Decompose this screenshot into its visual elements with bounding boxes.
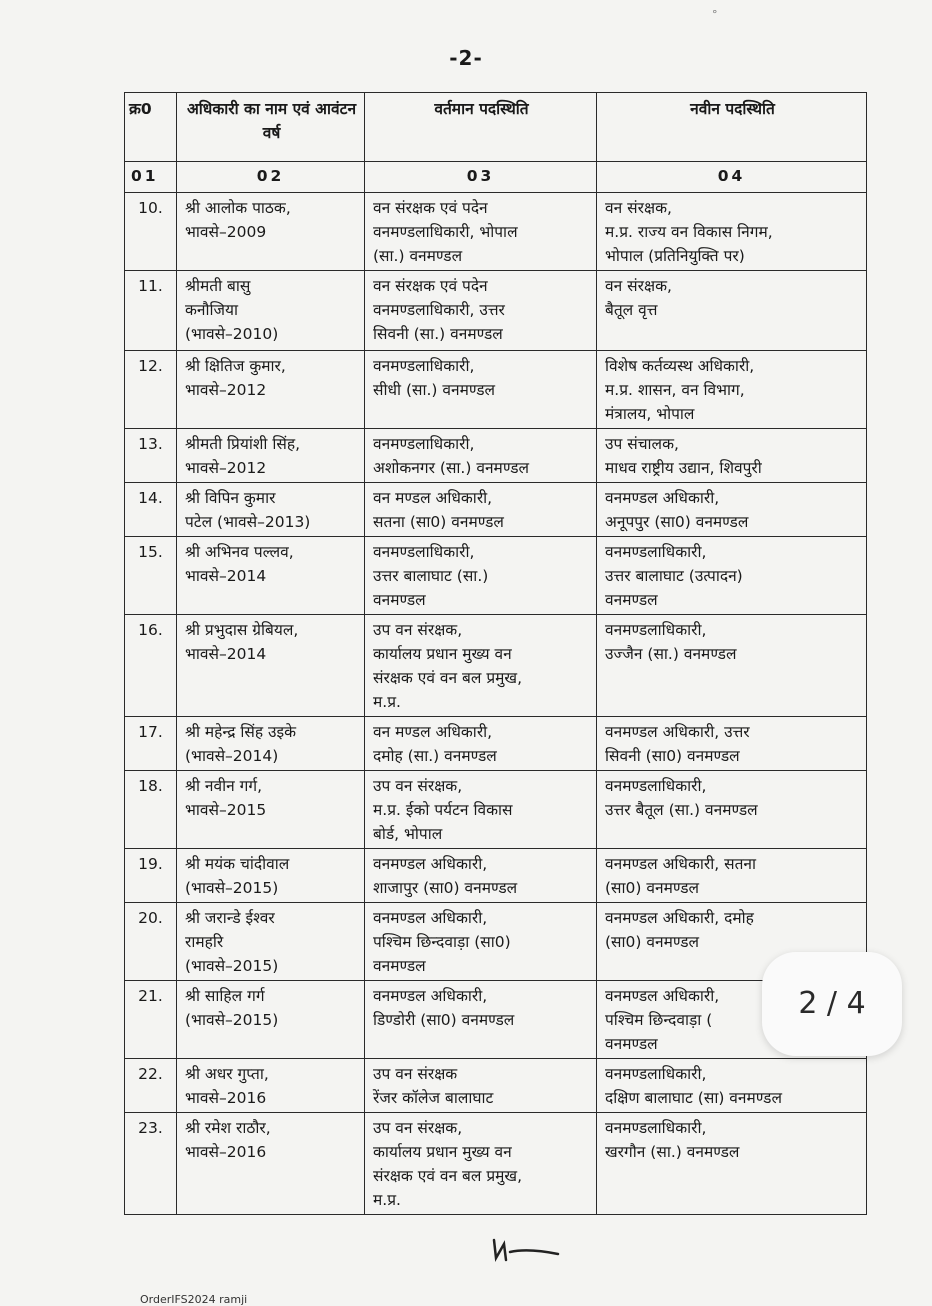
cell-line: (भावसे–2015)	[185, 879, 279, 897]
cell-line: भावसे–2009	[185, 223, 267, 241]
cell-line: भावसे–2015	[185, 801, 267, 819]
cell-line: वनमण्डल अधिकारी,	[373, 909, 488, 927]
cell-line: संरक्षक एवं वन बल प्रमुख,	[373, 669, 523, 687]
serial-cell: 14.	[125, 483, 177, 537]
cell-line: कार्यालय प्रधान मुख्य वन	[373, 1143, 512, 1161]
cell-line: उप वन संरक्षक,	[373, 777, 463, 795]
cell-line: वनमण्डल अधिकारी,	[605, 489, 720, 507]
cell-line: वन मण्डल अधिकारी,	[373, 489, 493, 507]
officer-cell	[177, 615, 365, 717]
table-row	[125, 351, 867, 429]
current-posting-cell	[365, 271, 597, 351]
cell-line: भावसे–2016	[185, 1143, 267, 1161]
current-posting-cell	[365, 193, 597, 271]
cell-line: श्रीमती बासु	[185, 277, 251, 295]
column-number: 02	[177, 162, 365, 193]
serial-cell: 13.	[125, 429, 177, 483]
cell-line: उप वन संरक्षक,	[373, 1119, 463, 1137]
serial-cell: 12.	[125, 351, 177, 429]
new-posting-cell	[597, 193, 867, 271]
cell-line: शाजापुर (सा0) वनमण्डल	[373, 879, 518, 897]
cell-line: दमोह (सा.) वनमण्डल	[373, 747, 497, 765]
current-posting-cell	[365, 615, 597, 717]
cell-line: वनमण्डल अधिकारी, उत्तर	[605, 723, 750, 741]
new-posting-cell	[597, 615, 867, 717]
cell-line: बैतूल वृत्त	[605, 301, 658, 319]
cell-line: उप वन संरक्षक	[373, 1065, 458, 1083]
serial-cell: 10.	[125, 193, 177, 271]
new-posting-cell	[597, 1059, 867, 1113]
cell-line: वन संरक्षक एवं पदेन	[373, 277, 488, 295]
cell-line: वनमण्डलाधिकारी,	[605, 1065, 707, 1083]
cell-line: सिवनी (सा0) वनमण्डल	[605, 747, 740, 765]
serial-cell: 21.	[125, 981, 177, 1059]
table-row	[125, 1113, 867, 1215]
table-row	[125, 903, 867, 981]
cell-line: (भावसे–2010)	[185, 325, 279, 343]
column-number: 03	[365, 162, 597, 193]
cell-line: अशोकनगर (सा.) वनमण्डल	[373, 459, 529, 477]
current-posting-cell	[365, 429, 597, 483]
new-posting-cell	[597, 849, 867, 903]
cell-line: बोर्ड, भोपाल	[373, 825, 443, 843]
cell-line: श्री जरान्डे ईश्वर	[185, 909, 275, 927]
cell-line: उप वन संरक्षक,	[373, 621, 463, 639]
cell-line: अनूपपुर (सा0) वनमण्डल	[605, 513, 749, 531]
cell-line: श्री महेन्द्र सिंह उइके	[185, 723, 297, 741]
current-posting-cell	[365, 537, 597, 615]
cell-line: वनमण्डलाधिकारी,	[605, 1119, 707, 1137]
cell-line: (सा0) वनमण्डल	[605, 933, 700, 951]
cell-line: भावसे–2014	[185, 567, 267, 585]
cell-line: पश्चिम छिन्दवाड़ा (सा0)	[373, 933, 511, 951]
officer-cell	[177, 351, 365, 429]
new-posting-cell	[597, 717, 867, 771]
current-posting-cell	[365, 771, 597, 849]
header-serial: क्र0	[125, 93, 177, 162]
cell-line: (सा.) वनमण्डल	[373, 247, 463, 265]
cell-line: विशेष कर्तव्यस्थ अधिकारी,	[605, 357, 755, 375]
current-posting-cell	[365, 1059, 597, 1113]
officer-cell	[177, 193, 365, 271]
cell-line: वनमण्डल	[373, 591, 426, 609]
cell-line: भावसे–2016	[185, 1089, 267, 1107]
page-number: -2-	[449, 46, 483, 70]
cell-line: डिण्डोरी (सा0) वनमण्डल	[373, 1011, 515, 1029]
serial-cell: 11.	[125, 271, 177, 351]
cell-line: सीधी (सा.) वनमण्डल	[373, 381, 496, 399]
current-posting-cell	[365, 981, 597, 1059]
cell-line: संरक्षक एवं वन बल प्रमुख,	[373, 1167, 523, 1185]
officer-cell	[177, 717, 365, 771]
cell-line: रामहरि	[185, 933, 224, 951]
cell-line: पश्चिम छिन्दवाड़ा (	[605, 1011, 713, 1029]
cell-line: भावसे–2012	[185, 381, 267, 399]
cell-line: श्री साहिल गर्ग	[185, 987, 265, 1005]
header-row	[125, 93, 867, 162]
cell-line: वनमण्डल	[373, 957, 426, 975]
serial-cell: 15.	[125, 537, 177, 615]
table-row	[125, 717, 867, 771]
table-row	[125, 193, 867, 271]
new-posting-cell	[597, 351, 867, 429]
cell-line: भावसे–2014	[185, 645, 267, 663]
officer-cell	[177, 981, 365, 1059]
cell-line: वनमण्डलाधिकारी,	[605, 543, 707, 561]
current-posting-cell	[365, 483, 597, 537]
table-row	[125, 1059, 867, 1113]
cell-line: श्री अधर गुप्ता,	[185, 1065, 269, 1083]
cell-line: (सा0) वनमण्डल	[605, 879, 700, 897]
cell-line: (भावसे–2015)	[185, 957, 279, 975]
cell-line: रेंजर कॉलेज बालाघाट	[373, 1089, 494, 1107]
table-row	[125, 615, 867, 717]
footer-filename: OrderIFS2024 ramji	[140, 1293, 248, 1306]
cell-line: भावसे–2012	[185, 459, 267, 477]
cell-line: पटेल (भावसे–2013)	[185, 513, 311, 531]
header-current-posting: वर्तमान पदस्थिति	[365, 93, 597, 162]
cell-line: वनमण्डल	[605, 1035, 658, 1053]
table-row	[125, 271, 867, 351]
cell-line: माधव राष्ट्रीय उद्यान, शिवपुरी	[605, 459, 762, 477]
officer-cell	[177, 429, 365, 483]
table-row	[125, 981, 867, 1059]
cell-line: म.प्र. शासन, वन विभाग,	[605, 381, 745, 399]
current-posting-cell	[365, 351, 597, 429]
officer-cell	[177, 1059, 365, 1113]
serial-cell: 17.	[125, 717, 177, 771]
cell-line: वन संरक्षक,	[605, 199, 672, 217]
serial-cell: 23.	[125, 1113, 177, 1215]
cell-line: श्री मयंक चांदीवाल	[185, 855, 290, 873]
new-posting-cell	[597, 483, 867, 537]
officer-cell	[177, 483, 365, 537]
cell-line: सतना (सा0) वनमण्डल	[373, 513, 504, 531]
serial-cell: 19.	[125, 849, 177, 903]
cell-line: वनमण्डल	[605, 591, 658, 609]
cell-line: श्री नवीन गर्ग,	[185, 777, 263, 795]
table-row	[125, 849, 867, 903]
new-posting-cell	[597, 771, 867, 849]
header-new-posting: नवीन पदस्थिति	[597, 93, 867, 162]
new-posting-cell	[597, 429, 867, 483]
cell-line: सिवनी (सा.) वनमण्डल	[373, 325, 503, 343]
new-posting-cell	[597, 271, 867, 351]
cell-line: श्री विपिन कुमार	[185, 489, 276, 507]
officer-cell	[177, 537, 365, 615]
cell-line: वनमण्डलाधिकारी,	[373, 357, 475, 375]
cell-line: वनमण्डल अधिकारी,	[605, 987, 720, 1005]
cell-line: कनौजिया	[185, 301, 239, 319]
cell-line: वन संरक्षक एवं पदेन	[373, 199, 488, 217]
cell-line: म.प्र. राज्य वन विकास निगम,	[605, 223, 773, 241]
cell-line: मंत्रालय, भोपाल	[605, 405, 695, 423]
cell-line: उप संचालक,	[605, 435, 679, 453]
cell-line: उत्तर बालाघाट (सा.)	[373, 567, 489, 585]
cell-line: श्री प्रभुदास ग्रेबियल,	[185, 621, 299, 639]
column-number: 04	[597, 162, 867, 193]
serial-cell: 22.	[125, 1059, 177, 1113]
current-posting-cell	[365, 903, 597, 981]
serial-cell: 18.	[125, 771, 177, 849]
cell-line: उत्तर बैतूल (सा.) वनमण्डल	[605, 801, 758, 819]
cell-line: श्री रमेश राठौर,	[185, 1119, 271, 1137]
cell-line: वनमण्डल अधिकारी, दमोह	[605, 909, 754, 927]
cell-line: (भावसे–2015)	[185, 1011, 279, 1029]
cell-line: भोपाल (प्रतिनियुक्ति पर)	[605, 247, 745, 265]
header-officer: अधिकारी का नाम एवं आवंटन वर्ष	[177, 93, 365, 162]
new-posting-cell	[597, 537, 867, 615]
signature-mark	[488, 1232, 568, 1268]
current-posting-cell	[365, 849, 597, 903]
cell-line: दक्षिण बालाघाट (सा) वनमण्डल	[605, 1089, 782, 1107]
current-posting-cell	[365, 717, 597, 771]
cell-line: वनमण्डलाधिकारी,	[605, 777, 707, 795]
officer-cell	[177, 849, 365, 903]
table-row	[125, 771, 867, 849]
cell-line: श्रीमती प्रियांशी सिंह,	[185, 435, 301, 453]
cell-line: वनमण्डल अधिकारी, सतना	[605, 855, 757, 873]
cell-line: वन संरक्षक,	[605, 277, 672, 295]
cell-line: वनमण्डल अधिकारी,	[373, 987, 488, 1005]
cell-line: कार्यालय प्रधान मुख्य वन	[373, 645, 512, 663]
table-body	[125, 193, 867, 1215]
cell-line: उज्जैन (सा.) वनमण्डल	[605, 645, 737, 663]
column-number: 01	[125, 162, 177, 193]
serial-cell: 20.	[125, 903, 177, 981]
officer-cell	[177, 903, 365, 981]
corner-mark: °	[712, 8, 718, 21]
current-posting-cell	[365, 1113, 597, 1215]
column-number-row	[125, 162, 867, 193]
cell-line: वनमण्डलाधिकारी, उत्तर	[373, 301, 505, 319]
cell-line: श्री आलोक पाठक,	[185, 199, 291, 217]
new-posting-cell	[597, 1113, 867, 1215]
cell-line: वनमण्डलाधिकारी,	[373, 435, 475, 453]
cell-line: खरगौन (सा.) वनमण्डल	[605, 1143, 740, 1161]
table-row	[125, 429, 867, 483]
officer-cell	[177, 771, 365, 849]
table-row	[125, 537, 867, 615]
cell-line: वनमण्डल अधिकारी,	[373, 855, 488, 873]
table-row	[125, 483, 867, 537]
cell-line: श्री अभिनव पल्लव,	[185, 543, 294, 561]
cell-line: म.प्र.	[373, 693, 401, 711]
officer-cell	[177, 271, 365, 351]
cell-line: वनमण्डलाधिकारी,	[605, 621, 707, 639]
cell-line: वन मण्डल अधिकारी,	[373, 723, 493, 741]
cell-line: उत्तर बालाघाट (उत्पादन)	[605, 567, 743, 585]
page-indicator-badge: 2 / 4	[762, 952, 902, 1056]
serial-cell: 16.	[125, 615, 177, 717]
cell-line: म.प्र. ईको पर्यटन विकास	[373, 801, 513, 819]
transfer-table	[124, 92, 867, 1215]
cell-line: म.प्र.	[373, 1191, 401, 1209]
cell-line: वनमण्डलाधिकारी,	[373, 543, 475, 561]
cell-line: श्री क्षितिज कुमार,	[185, 357, 286, 375]
cell-line: वनमण्डलाधिकारी, भोपाल	[373, 223, 518, 241]
officer-cell	[177, 1113, 365, 1215]
cell-line: (भावसे–2014)	[185, 747, 279, 765]
